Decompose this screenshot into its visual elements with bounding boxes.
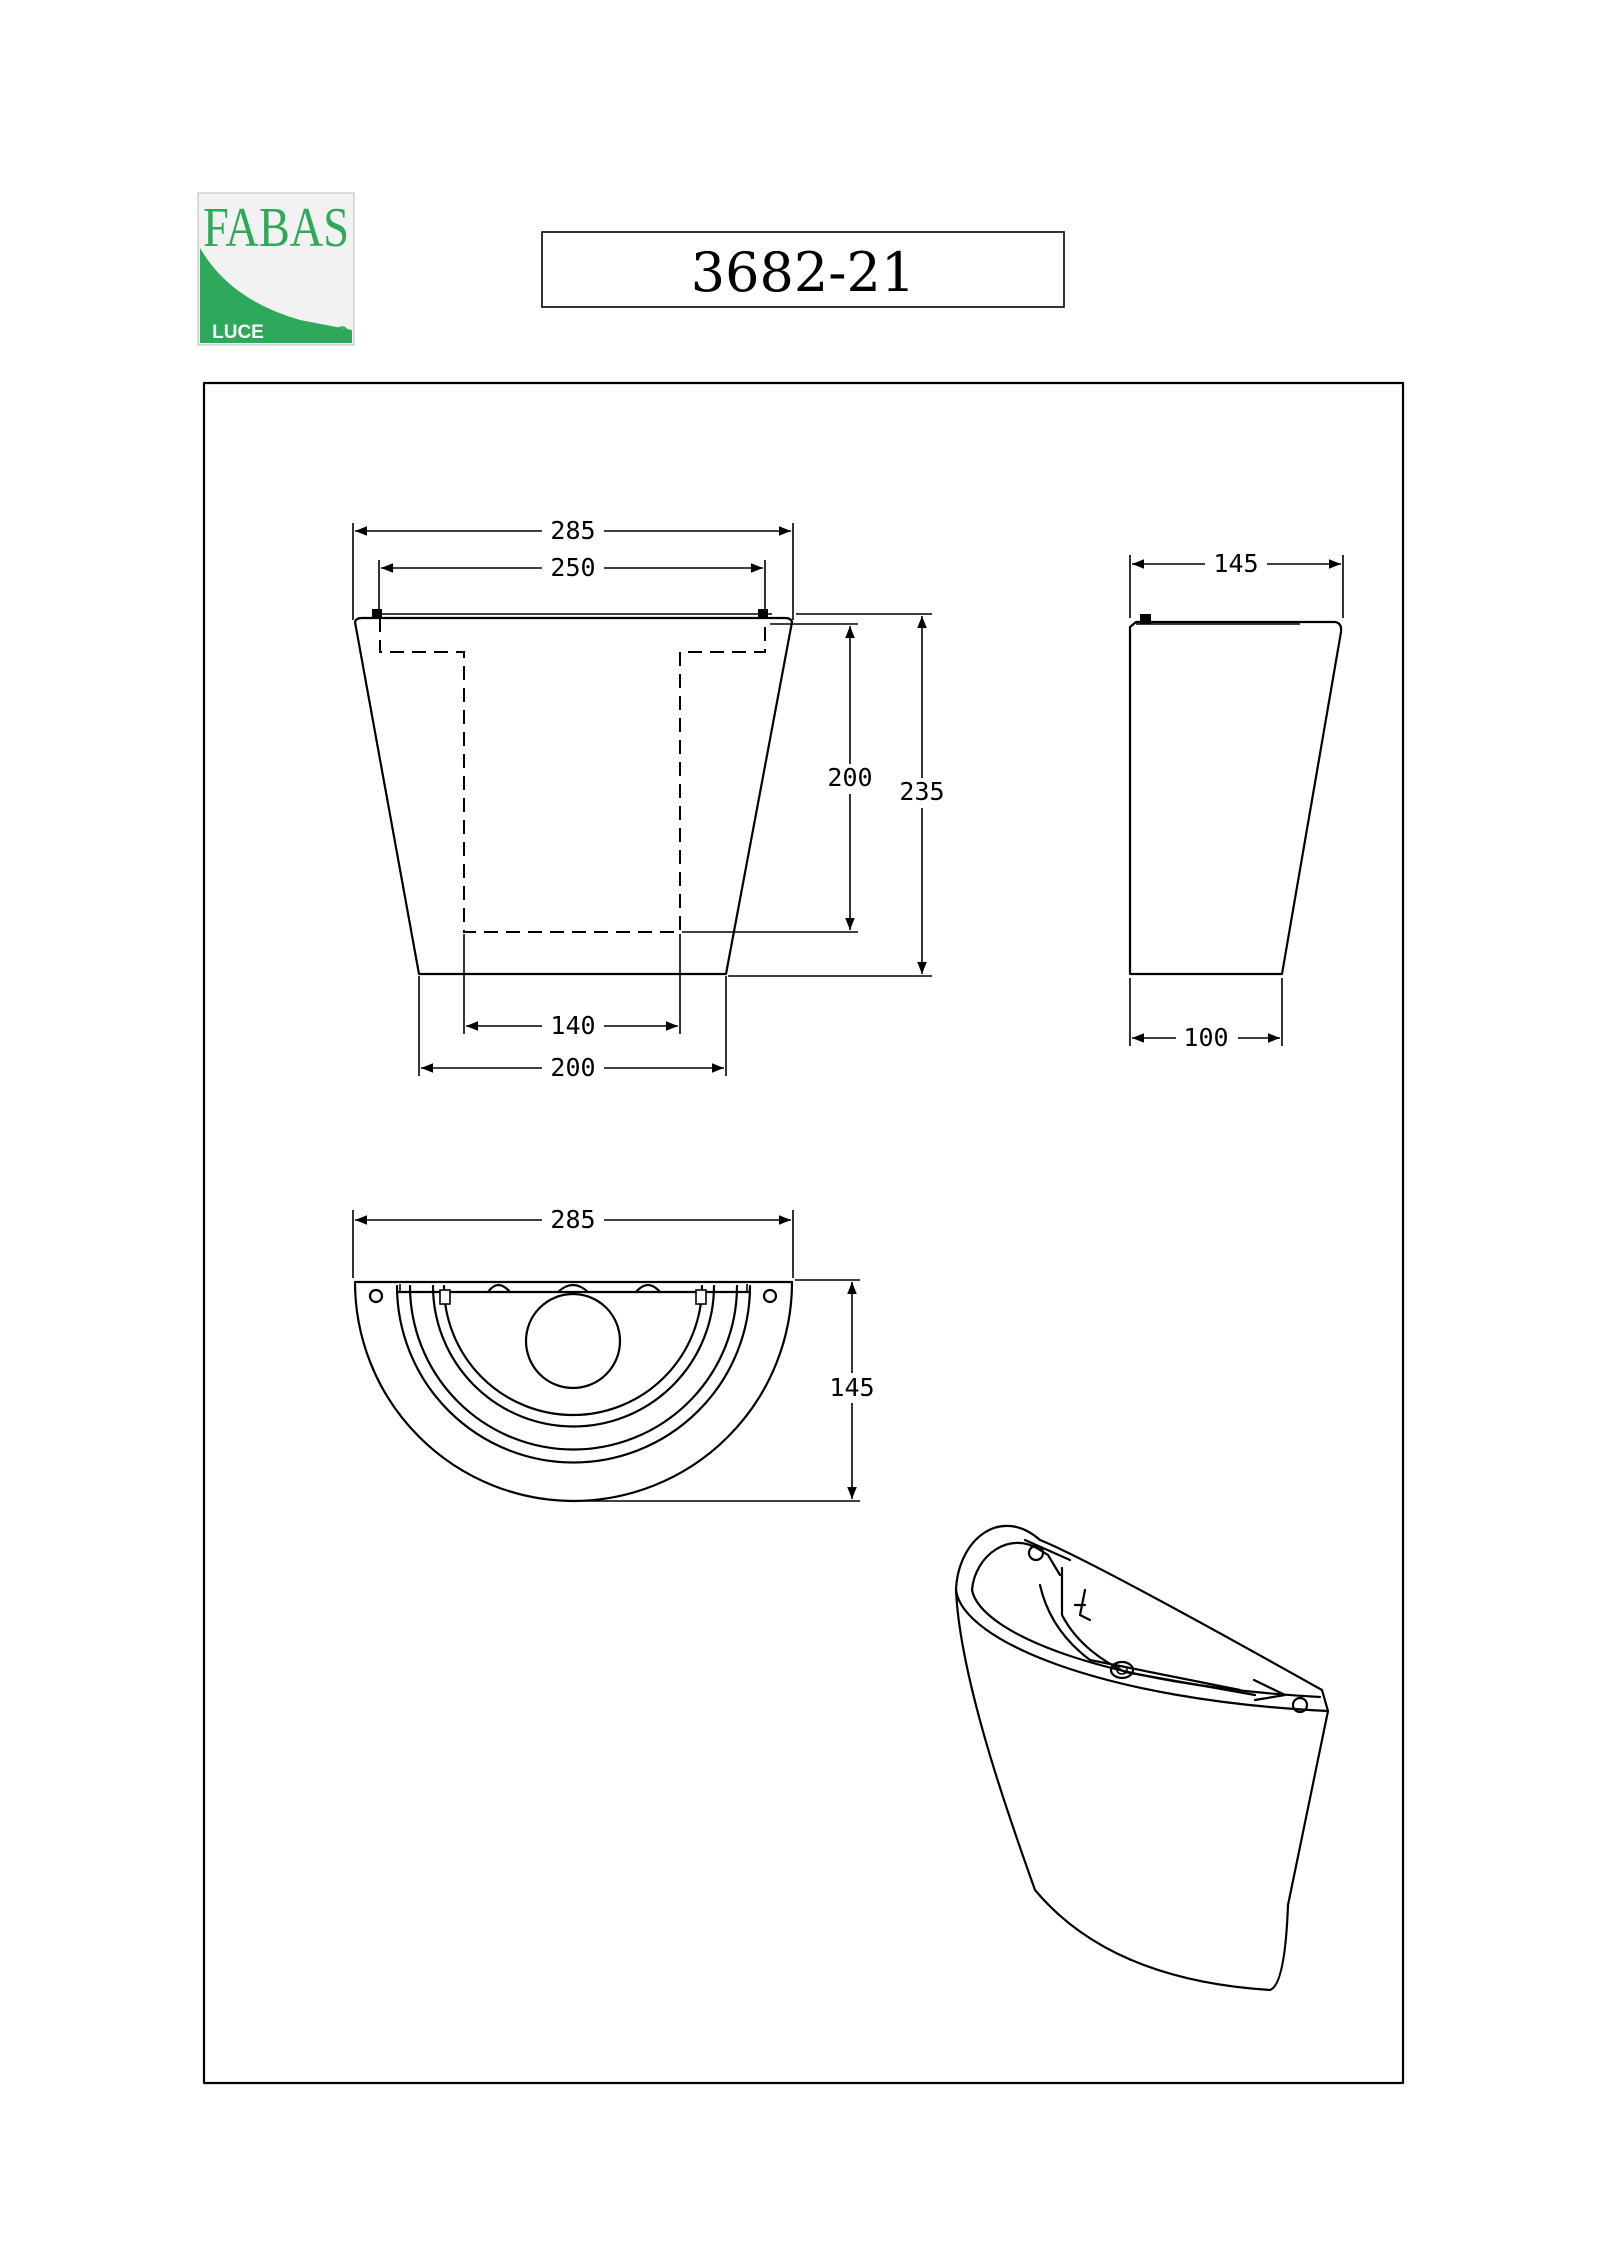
- dim-front-bottom-width: 200: [550, 1053, 596, 1082]
- dim-side-bottom-depth: 100: [1183, 1023, 1229, 1052]
- product-code: 3682-21: [690, 241, 916, 304]
- side-view: [1130, 549, 1343, 1052]
- product-code-box: [542, 232, 1064, 307]
- dim-front-top-outer: 285: [550, 516, 596, 545]
- dim-front-hidden-width: 140: [550, 1011, 596, 1040]
- fabas-luce-logo: [198, 193, 354, 345]
- dim-front-top-inner: 250: [550, 553, 596, 582]
- front-view: [353, 516, 949, 1082]
- dim-top-depth: 145: [829, 1373, 875, 1402]
- dim-side-top-depth: 145: [1213, 549, 1259, 578]
- logo-brand-text: FABAS: [203, 197, 349, 259]
- dim-front-total-height: 235: [899, 777, 945, 806]
- top-view: [353, 1205, 882, 1501]
- isometric-view: [956, 1526, 1328, 1990]
- drawing-frame: [204, 383, 1403, 2083]
- logo-sub-text: LUCE: [212, 322, 264, 343]
- dim-front-hidden-height: 200: [827, 763, 873, 792]
- dim-top-width: 285: [550, 1205, 596, 1234]
- svg-text:R: R: [338, 329, 346, 340]
